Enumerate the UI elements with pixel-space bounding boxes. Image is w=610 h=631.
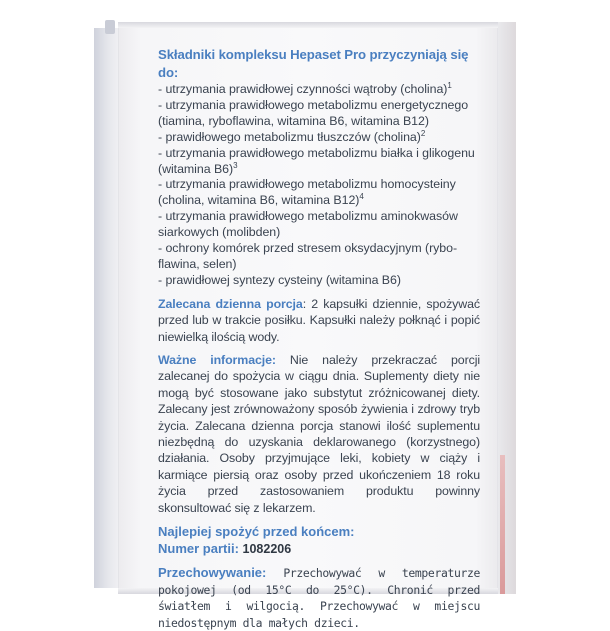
benefit-text: - utrzymania prawidłowego metabolizmu homocysteiny xyxy=(158,177,456,192)
benefit-item xyxy=(158,98,480,114)
footnote-ref: 4 xyxy=(359,192,364,202)
benefits-list xyxy=(158,82,480,289)
benefit-text: - utrzymania prawidłowego metabolizmu białka i glikogenu xyxy=(158,145,475,160)
benefit-item xyxy=(158,82,480,98)
dosage-label: Zalecana dzienna porcja xyxy=(158,296,303,311)
important-info-label: Ważne informacje: xyxy=(158,353,276,367)
batch-line xyxy=(158,540,480,558)
benefit-item xyxy=(158,225,480,241)
storage-label: Przechowywanie: xyxy=(158,565,267,581)
benefit-item xyxy=(158,162,480,178)
benefit-item xyxy=(158,146,480,162)
benefit-item xyxy=(158,177,480,193)
footnote-ref: 1 xyxy=(447,80,452,90)
important-info-paragraph xyxy=(158,352,480,516)
box-side-flap xyxy=(94,28,120,588)
important-info-text: Nie należy przekraczać porcji zalecanej do spożycia w ciągu dnia. Suplementy diety nie mogą być stosowane jako substytut zróżnicowanej diety. Zalecany jest zrównoważony sposób żywienia i zdrowy tryb życia. Zalecana dzienna porcja stanowi ilość suplementu niezbędną do uzyskania deklarowanego (korzystnego) działania. Osoby przyjmujące leki, kobiety w ciąży i karmiące piersią oraz osoby przed ukończeniem 18 roku życia przed zastosowaniem produktu powinny skonsultować się z lekarzem. xyxy=(158,353,480,515)
benefit-item xyxy=(158,114,480,130)
benefit-text: - utrzymania prawidłowej czynności wątroby (cholina) xyxy=(158,82,448,96)
benefit-item xyxy=(158,209,480,225)
benefit-text: (tiamina, ryboflawina, witamina B6, witamina B12) xyxy=(158,113,429,128)
benefit-item xyxy=(158,241,480,257)
box-flap-notch xyxy=(105,20,115,34)
batch-number: 1082206 xyxy=(242,542,292,557)
benefit-item xyxy=(158,193,480,209)
dosage-text: : 2 kapsułki dziennie, spożywać przed lub w trakcie posiłku. Kapsułki należy połknąć i popić niewielką ilością wody. xyxy=(158,296,480,344)
benefit-text: - utrzymania prawidłowego metabolizmu aminokwasów xyxy=(158,209,458,224)
batch-label: Numer partii: xyxy=(158,541,239,557)
benefit-text: - ochrony komórek przed stresem oksydacyjnym (rybo- xyxy=(158,241,458,256)
benefit-text: (witamina B6) xyxy=(158,161,234,176)
benefit-text: (cholina, witamina B6, witamina B12) xyxy=(158,193,360,208)
footnote-ref: 2 xyxy=(420,128,426,138)
benefit-text: - prawidłowej syntezy cysteiny (witamina B6) xyxy=(158,272,401,287)
label-text xyxy=(158,46,480,631)
benefit-text: flawina, selen) xyxy=(158,256,237,271)
box-spine-accent xyxy=(500,455,505,594)
storage-text: Przechowywać w temperaturze pokojowej (od 15°C do 25°C). Chronić przed światłem i wilgocią. Przechowywać w miejscu niedostępnym dla małych dzieci. xyxy=(158,566,480,630)
benefit-text: siarkowych (molibden) xyxy=(158,225,281,240)
dosage-paragraph xyxy=(158,296,480,345)
ingredients-heading: Składniki kompleksu Hepaset Pro przyczyniają się do: xyxy=(158,47,469,80)
benefit-item xyxy=(158,130,480,146)
box-top-edge xyxy=(118,22,498,28)
footnote-ref: 3 xyxy=(233,160,238,170)
storage-paragraph xyxy=(158,565,480,631)
best-before-label: Najlepiej spożyć przed końcem: xyxy=(158,524,355,540)
benefit-text: - utrzymania prawidłowego metabolizmu energetycznego xyxy=(158,97,469,112)
benefit-item xyxy=(158,257,480,273)
benefit-text: - prawidłowego metabolizmu tłuszczów (cholina) xyxy=(158,129,421,144)
benefit-item xyxy=(158,273,480,289)
